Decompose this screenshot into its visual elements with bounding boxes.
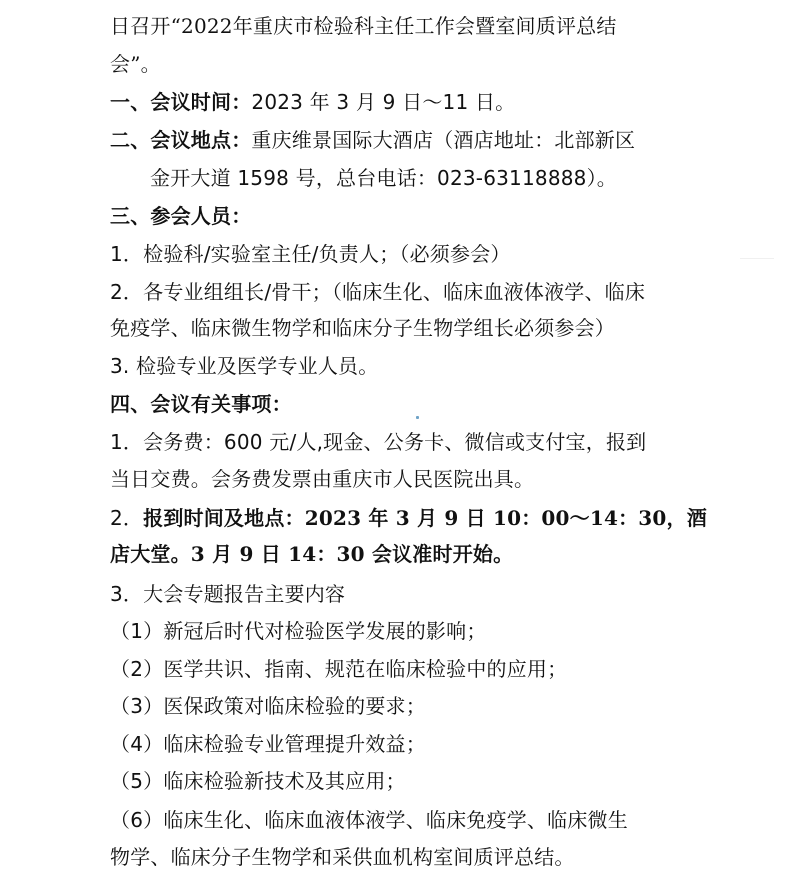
checkin-text-1: 报到时间及地点：2023 年 3 月 9 日 10：00～14：30，酒 [143,506,707,530]
meeting-time-heading: 一、会议时间： [110,90,252,114]
participant-item: 3. 检验专业及医学专业人员。 [110,354,379,378]
meeting-venue [110,126,635,154]
topic-item-continued: 物学、临床分子生物学和采供血机构室间质评总结。 [110,845,575,869]
participants-heading: 三、参会人员： [110,204,252,228]
topic-item: （3）医保政策对临床检验的要求； [110,694,426,718]
topic-item: （6）临床生化、临床血液体液学、临床免疫学、临床微生 [110,808,628,832]
participant-item: 2．各专业组组长/骨干；（临床生化、临床血液体液学、临床 [110,280,646,304]
topic-item: （1）新冠后时代对检验医学发展的影响； [110,619,487,643]
topics-heading: 3．大会专题报告主要内容 [110,582,346,606]
fee-line-1: 1．会务费：600 元/人,现金、公务卡、微信或支付宝，报到 [110,430,647,454]
fee-line-2: 当日交费。会务费发票由重庆市人民医院出具。 [110,467,535,491]
participant-item-continued: 免疫学、临床微生物学和临床分子生物学组长必须参会） [110,316,615,340]
checkin-line-2: 店大堂。3 月 9 日 14：30 会议准时开始。 [110,542,514,566]
participant-item: 1．检验科/实验室主任/负责人；（必须参会） [110,242,511,266]
checkin-number: 2． [110,506,144,530]
meeting-time-value: 2023 年 3 月 9 日～11 日。 [251,90,516,114]
stray-mark [416,416,419,419]
topic-item: （4）临床检验专业管理提升效益； [110,732,426,756]
meeting-venue-heading: 二、会议地点： [110,128,252,152]
faint-line [740,258,774,259]
intro-line-1: 日召开“2022年重庆市检验科主任工作会暨室间质评总结 [110,14,617,38]
checkin-line-1 [110,504,707,532]
topic-item: （5）临床检验新技术及其应用； [110,769,406,793]
meeting-venue-value-1: 重庆维景国际大酒店（酒店地址：北部新区 [251,128,636,152]
meeting-time [110,88,515,116]
matters-heading: 四、会议有关事项： [110,392,292,416]
topic-item: （2）医学共识、指南、规范在临床检验中的应用； [110,657,568,681]
intro-line-2: 会”。 [110,52,161,76]
meeting-venue-value-2: 金开大道 1598 号，总台电话：023-63118888）。 [150,166,618,190]
